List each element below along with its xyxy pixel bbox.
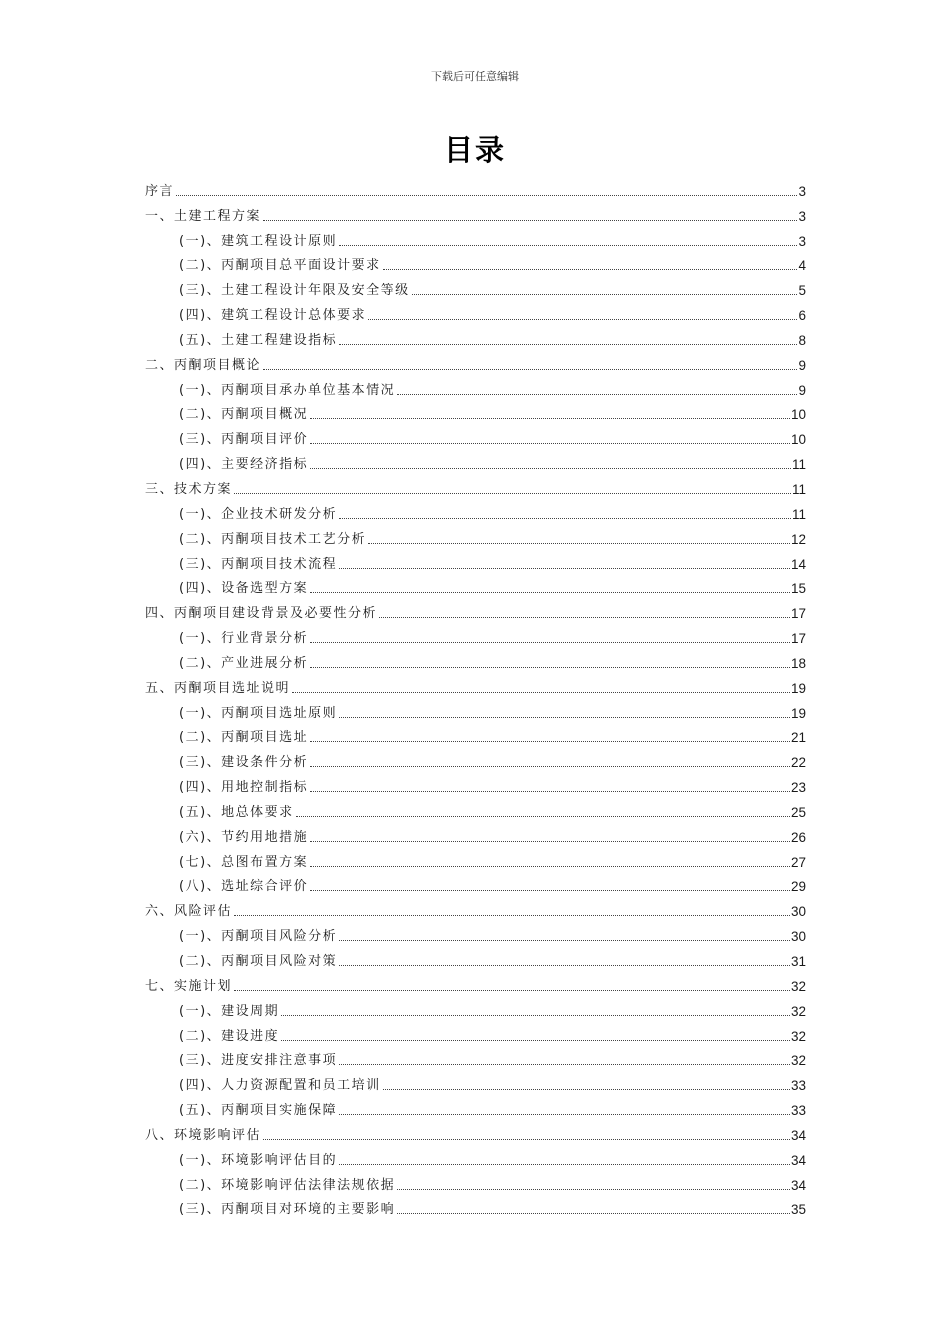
toc-entry-page-number: 3	[798, 183, 806, 199]
toc-entry-page-number: 32	[790, 1028, 806, 1044]
toc-entry-label: 八、环境影响评估	[145, 1127, 262, 1143]
toc-entry-page-number: 10	[790, 432, 806, 448]
toc-entry-label: 七、实施计划	[145, 978, 233, 994]
toc-entry-page-number: 9	[798, 357, 806, 373]
dot-leader	[339, 1114, 790, 1115]
toc-entry-page-number: 11	[791, 457, 806, 473]
toc-entry-label: (二)、建设进度	[179, 1028, 280, 1044]
toc-entry-page-number: 4	[798, 258, 806, 274]
toc-entry-page-number: 14	[790, 556, 806, 572]
toc-entry[interactable]	[145, 796, 806, 821]
dot-leader	[379, 617, 790, 618]
toc-entry-label: (五)、丙酮项目实施保障	[179, 1103, 338, 1119]
toc-entry-page-number: 6	[798, 308, 806, 324]
toc-entry[interactable]	[145, 771, 806, 796]
toc-entry[interactable]	[145, 473, 806, 498]
toc-entry-label: (一)、丙酮项目承办单位基本情况	[179, 382, 396, 398]
toc-entry[interactable]	[145, 821, 806, 846]
toc-entry-page-number: 11	[791, 481, 806, 497]
toc-entry-page-number: 33	[790, 1078, 806, 1094]
toc-entry[interactable]	[145, 225, 806, 250]
toc-entry-label: (八)、选址综合评价	[179, 879, 309, 895]
toc-entry-label: (四)、建筑工程设计总体要求	[179, 308, 367, 324]
toc-entry-page-number: 27	[790, 854, 806, 870]
toc-entry[interactable]	[145, 995, 806, 1020]
toc-entry-page-number: 26	[790, 829, 806, 845]
toc-entry[interactable]	[145, 697, 806, 722]
dot-leader	[412, 294, 798, 295]
toc-entry-page-number: 12	[790, 531, 806, 547]
toc-entry[interactable]	[145, 175, 806, 200]
toc-entry-label: (一)、企业技术研发分析	[179, 506, 338, 522]
dot-leader	[234, 493, 791, 494]
dot-leader	[339, 344, 797, 345]
toc-entry-label: 一、土建工程方案	[145, 208, 262, 224]
toc-entry[interactable]	[145, 498, 806, 523]
dot-leader	[234, 990, 790, 991]
toc-entry[interactable]	[145, 871, 806, 896]
toc-entry[interactable]	[145, 324, 806, 349]
toc-entry[interactable]	[145, 746, 806, 771]
toc-entry-page-number: 21	[790, 730, 806, 746]
toc-entry-page-number: 11	[791, 506, 806, 522]
toc-entry-page-number: 17	[790, 631, 806, 647]
toc-entry-page-number: 35	[790, 1202, 806, 1218]
toc-entry-label: (一)、建设周期	[179, 1003, 280, 1019]
toc-entry-label: (五)、土建工程建设指标	[179, 332, 338, 348]
toc-entry-label: (三)、建设条件分析	[179, 755, 309, 771]
dot-leader	[292, 692, 790, 693]
dot-leader	[339, 965, 790, 966]
toc-entry[interactable]	[145, 299, 806, 324]
toc-entry[interactable]	[145, 672, 806, 697]
toc-entry[interactable]	[145, 1194, 806, 1219]
toc-entry-label: (一)、行业背景分析	[179, 631, 309, 647]
toc-entry[interactable]	[145, 647, 806, 672]
toc-entry-label: (三)、丙酮项目评价	[179, 432, 309, 448]
toc-entry-page-number: 8	[798, 332, 806, 348]
dot-leader	[310, 443, 790, 444]
toc-entry[interactable]	[145, 1094, 806, 1119]
dot-leader	[296, 816, 790, 817]
dot-leader	[310, 418, 790, 419]
toc-entry-page-number: 19	[790, 705, 806, 721]
dot-leader	[310, 841, 790, 842]
toc-entry-label: (二)、丙酮项目选址	[179, 730, 309, 746]
dot-leader	[176, 195, 797, 196]
toc-entry-page-number: 30	[790, 929, 806, 945]
toc-entry[interactable]	[145, 399, 806, 424]
toc-entry[interactable]	[145, 523, 806, 548]
toc-entry-label: (四)、设备选型方案	[179, 581, 309, 597]
toc-entry-label: (四)、人力资源配置和员工培训	[179, 1078, 381, 1094]
toc-entry[interactable]	[145, 423, 806, 448]
dot-leader	[263, 1139, 790, 1140]
toc-entry-page-number: 34	[790, 1127, 806, 1143]
toc-entry[interactable]	[145, 548, 806, 573]
dot-leader	[234, 915, 790, 916]
dot-leader	[397, 1213, 790, 1214]
toc-entry[interactable]	[145, 573, 806, 598]
dot-leader	[339, 245, 797, 246]
toc-entry[interactable]	[145, 1069, 806, 1094]
toc-entry[interactable]	[145, 274, 806, 299]
dot-leader	[339, 717, 790, 718]
toc-entry-label: 五、丙酮项目选址说明	[145, 680, 291, 696]
dot-leader	[281, 1015, 790, 1016]
dot-leader	[339, 568, 790, 569]
dot-leader	[310, 791, 790, 792]
toc-entry[interactable]	[145, 1169, 806, 1194]
toc-title: 目录	[443, 133, 506, 167]
toc-entry-label: 二、丙酮项目概论	[145, 357, 262, 373]
toc-entry[interactable]	[145, 945, 806, 970]
toc-entry-page-number: 32	[790, 1053, 806, 1069]
toc-entry-page-number: 29	[790, 879, 806, 895]
toc-entry-label: (一)、环境影响评估目的	[179, 1152, 338, 1168]
toc-entry[interactable]	[145, 597, 806, 622]
dot-leader	[310, 642, 790, 643]
toc-entry-label: (七)、总图布置方案	[179, 854, 309, 870]
toc-entry-label: (三)、丙酮项目技术流程	[179, 556, 338, 572]
toc-entry[interactable]	[145, 920, 806, 945]
header-note: 下载后可任意编辑	[431, 70, 519, 83]
toc-entry[interactable]	[145, 349, 806, 374]
toc-entry-page-number: 23	[790, 780, 806, 796]
dot-leader	[339, 1064, 790, 1065]
toc-entry[interactable]	[145, 374, 806, 399]
toc-entry-page-number: 31	[790, 954, 806, 969]
dot-leader	[281, 1040, 790, 1041]
toc-entry-label: (四)、主要经济指标	[179, 457, 309, 473]
toc-entry-page-number: 15	[790, 581, 806, 597]
dot-leader	[339, 518, 791, 519]
toc-entry-label: (二)、丙酮项目概况	[179, 407, 309, 423]
toc-entry-page-number: 34	[790, 1152, 806, 1168]
toc-entry-label: (二)、丙酮项目总平面设计要求	[179, 258, 381, 274]
dot-leader	[310, 592, 790, 593]
toc-entry-page-number: 10	[790, 407, 806, 423]
dot-leader	[397, 394, 797, 395]
toc-entry[interactable]	[145, 448, 806, 473]
dot-leader	[310, 667, 790, 668]
toc-entry-label: (二)、丙酮项目风险对策	[179, 954, 338, 969]
dot-leader	[310, 866, 790, 867]
dot-leader	[263, 369, 797, 370]
toc-entry-label: (五)、地总体要求	[179, 804, 294, 820]
toc-entry-label: (二)、丙酮项目技术工艺分析	[179, 531, 367, 547]
toc-entry[interactable]	[145, 846, 806, 871]
dot-leader	[339, 1164, 790, 1165]
toc-entry-page-number: 33	[790, 1103, 806, 1119]
toc-entry-label: (三)、丙酮项目对环境的主要影响	[179, 1202, 396, 1218]
toc-entry-label: 四、丙酮项目建设背景及必要性分析	[145, 606, 378, 622]
dot-leader	[368, 319, 797, 320]
toc-entry[interactable]	[145, 1045, 806, 1070]
toc-entry-page-number: 18	[790, 655, 806, 671]
toc-entry[interactable]	[145, 722, 806, 747]
dot-leader	[383, 269, 798, 270]
toc-entry-label: (六)、节约用地措施	[179, 829, 309, 845]
dot-leader	[339, 940, 790, 941]
toc-entry-label: (一)、建筑工程设计原则	[179, 233, 338, 249]
toc-entry-page-number: 32	[790, 1003, 806, 1019]
toc-entry[interactable]	[145, 200, 806, 225]
toc-entry-label: (二)、产业进展分析	[179, 655, 309, 671]
toc-entry-label: 三、技术方案	[145, 481, 233, 497]
toc-entry-label: 六、风险评估	[145, 904, 233, 920]
dot-leader	[263, 220, 797, 221]
dot-leader	[310, 468, 791, 469]
dot-leader	[310, 741, 790, 742]
toc-entry-page-number: 32	[790, 978, 806, 994]
toc-entry-page-number: 5	[798, 283, 806, 299]
toc-entry-page-number: 9	[798, 382, 806, 398]
table-of-contents	[145, 175, 806, 1218]
toc-entry[interactable]	[145, 1119, 806, 1144]
toc-entry-label: (三)、土建工程设计年限及安全等级	[179, 283, 410, 299]
toc-entry[interactable]	[145, 622, 806, 647]
dot-leader	[383, 1089, 790, 1090]
toc-entry-label: (一)、丙酮项目风险分析	[179, 929, 338, 945]
toc-entry[interactable]	[145, 1020, 806, 1045]
toc-entry-page-number: 25	[790, 804, 806, 820]
toc-entry-page-number: 30	[790, 904, 806, 920]
toc-entry[interactable]	[145, 250, 806, 275]
toc-entry-label: (三)、进度安排注意事项	[179, 1053, 338, 1069]
toc-entry[interactable]	[145, 895, 806, 920]
toc-entry-label: (二)、环境影响评估法律法规依据	[179, 1177, 396, 1193]
toc-entry-label: (一)、丙酮项目选址原则	[179, 705, 338, 721]
toc-entry[interactable]	[145, 970, 806, 995]
toc-entry-page-number: 3	[798, 233, 806, 249]
dot-leader	[368, 543, 790, 544]
toc-entry-page-number: 34	[790, 1177, 806, 1193]
toc-entry[interactable]	[145, 1144, 806, 1169]
dot-leader	[397, 1189, 790, 1190]
dot-leader	[310, 890, 790, 891]
toc-entry-label: 序言	[145, 183, 175, 199]
toc-entry-label: (四)、用地控制指标	[179, 780, 309, 796]
toc-entry-page-number: 3	[798, 208, 806, 224]
toc-entry-page-number: 22	[790, 755, 806, 771]
toc-entry-page-number: 19	[790, 680, 806, 696]
toc-entry-page-number: 17	[790, 606, 806, 622]
dot-leader	[310, 766, 790, 767]
